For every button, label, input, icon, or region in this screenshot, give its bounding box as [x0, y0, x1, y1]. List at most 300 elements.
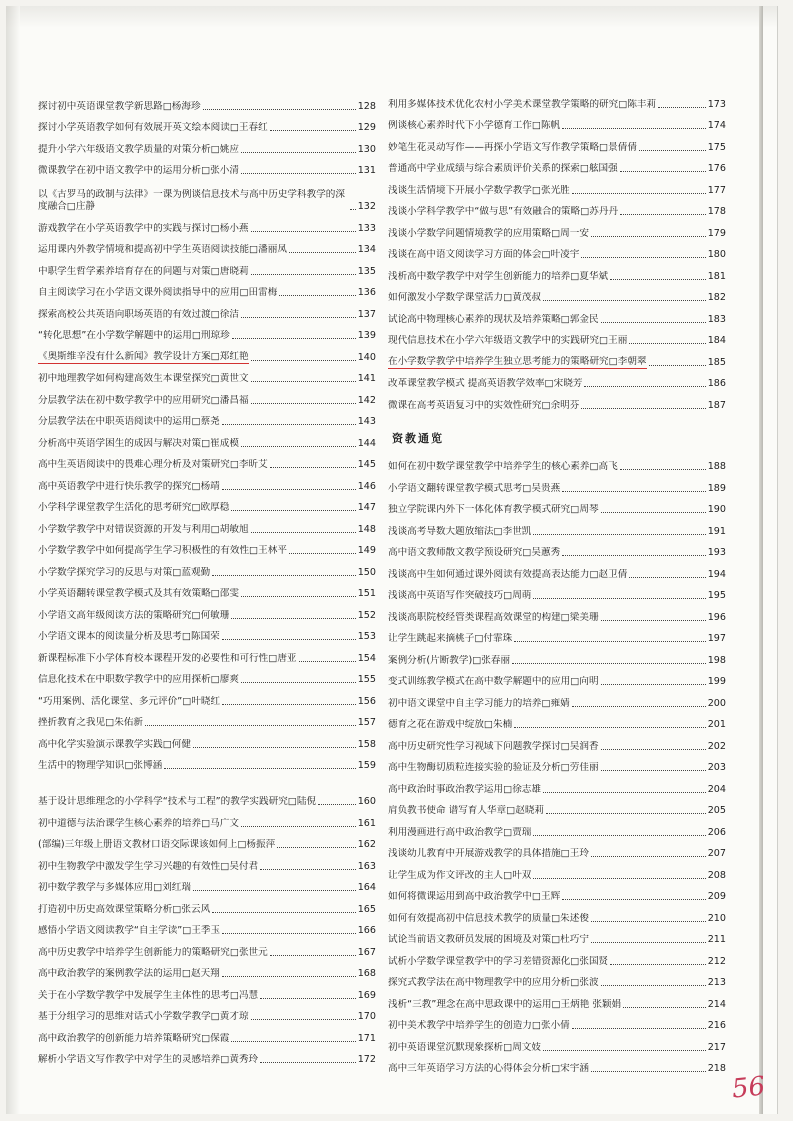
scan-shadow-top — [6, 6, 777, 28]
toc-entry-page: 141 — [357, 373, 376, 384]
leader-dots — [620, 171, 706, 172]
toc-entry-title: 高中历史教学中培养学生创新能力的策略研究□张世元 — [38, 946, 268, 958]
toc-entry — [38, 471, 376, 493]
toc-entry-title: 中职学生哲学素养培育存在的问题与对策□唐晓莉 — [38, 265, 249, 277]
toc-entry-title: 高中生物酶切质粒连接实验的验证及分析□劳佳丽 — [388, 762, 599, 773]
leader-dots — [591, 921, 706, 922]
toc-entry-page: 139 — [357, 330, 376, 341]
toc-entry-page: 178 — [707, 206, 726, 217]
toc-entry-page: 147 — [357, 502, 376, 513]
toc-entry-title: 小学数学教学中对错误资源的开发与利用□胡敏旭 — [38, 523, 249, 535]
leader-dots — [610, 279, 706, 280]
toc-entry-title: 探讨小学英语教学如何有效展开英文绘本阅读□王春红 — [38, 122, 268, 133]
toc-entry-title: 小学英语翻转课堂教学模式及其有效策略□邵雯 — [38, 588, 239, 599]
toc-entry — [388, 774, 726, 796]
leader-dots — [270, 467, 356, 468]
toc-entry — [388, 516, 726, 538]
scan-shadow-left — [6, 6, 20, 1114]
toc-entry-title: 现代信息技术在小学六年级语文教学中的实践研究□王丽 — [388, 335, 628, 346]
leader-dots — [145, 725, 356, 726]
toc-entry-title: 高中政治时事政治教学运用□徐志雄 — [388, 783, 541, 795]
toc-entry-title: 浅谈幼儿教育中开展游戏教学的具体措施□王玲 — [388, 848, 589, 859]
toc-entry-title: 以《古罗马的政制与法律》一课为例谈信息技术与高中历史学科教学的深度融合□庄静 — [38, 189, 345, 212]
toc-entry — [38, 557, 376, 579]
toc-entry — [388, 968, 726, 990]
toc-entry-title: 分析高中英语学困生的成因与解决对策□崔成模 — [38, 437, 239, 449]
leader-dots — [231, 1041, 355, 1042]
leader-dots — [350, 209, 356, 210]
toc-entry — [388, 175, 726, 197]
toc-entry — [388, 688, 726, 710]
leader-dots — [581, 408, 705, 409]
leader-dots — [610, 964, 706, 965]
toc-entry-title: 微课教学在初中语文教学中的运用分析□张小清 — [38, 165, 239, 176]
toc-entry-title: 小学数学探究学习的反思与对策□蓝观勤 — [38, 566, 211, 578]
toc-entry — [38, 686, 376, 708]
leader-dots — [222, 424, 356, 425]
toc-entry-page: 179 — [707, 227, 726, 239]
toc-entry-title: 初中地理教学如何构建高效生本课堂探究□黄世文 — [38, 373, 249, 384]
leader-dots — [222, 489, 356, 490]
toc-entry-page: 205 — [707, 805, 726, 816]
leader-dots — [533, 534, 705, 535]
toc-entry — [388, 473, 726, 495]
toc-entry-page: 152 — [357, 609, 376, 621]
toc-entry-page: 190 — [707, 504, 726, 515]
toc-entry-title: 小学科学课堂教学生活化的思考研究□欧厚稳 — [38, 502, 230, 513]
toc-entry — [38, 256, 376, 278]
leader-dots — [601, 749, 706, 750]
toc-entry — [38, 579, 376, 601]
toc-entry-page: 153 — [357, 631, 376, 642]
leader-dots — [572, 193, 706, 194]
toc-entry-title: 分层教学法在中职英语阅读中的运用□蔡尧 — [38, 416, 220, 427]
toc-entry-page: 210 — [707, 912, 726, 924]
toc-entry-title: 基于设计思维理念的小学科学“技术与工程”的教学实践研究□陆倪 — [38, 796, 317, 807]
toc-entry — [38, 708, 376, 730]
toc-entry-page: 137 — [357, 308, 376, 320]
toc-entry-title: 普通高中学业成绩与综合素质评价关系的探索□舷国强 — [388, 163, 618, 174]
leader-dots — [543, 792, 706, 793]
toc-entry — [38, 536, 376, 558]
toc-entry-title: 高中政治教学的案例教学法的运用□赵天翔 — [38, 968, 220, 979]
leader-dots — [232, 338, 356, 339]
toc-entry-title: 小学语文课本的阅读量分析及思考□陈国荣 — [38, 631, 220, 642]
toc-entry-title: 微课在高考英语复习中的实效性研究□余明芬 — [388, 399, 580, 411]
toc-entry-page: 171 — [357, 1032, 376, 1044]
toc-entry-title: 解析小学语文写作教学中对学生的灵感培养□黄秀玲 — [38, 1054, 259, 1065]
toc-entry-page: 218 — [707, 1063, 726, 1074]
toc-entry-title: 浅谈高中英语写作突破技巧□周萌 — [388, 590, 532, 601]
toc-entry — [388, 154, 726, 176]
toc-entry-title: 探究式教学法在高中物理教学中的应用分析□张波 — [388, 977, 599, 988]
leader-dots — [318, 804, 356, 805]
leader-dots — [277, 847, 355, 848]
leader-dots — [543, 1050, 706, 1051]
toc-entry-page: 188 — [707, 461, 726, 472]
toc-entry — [388, 796, 726, 818]
leader-dots — [193, 890, 356, 891]
leader-dots — [251, 532, 356, 533]
toc-entry — [388, 283, 726, 305]
toc-entry — [388, 240, 726, 262]
toc-entry-page: 150 — [357, 566, 376, 578]
toc-entry — [38, 364, 376, 386]
toc-entry — [38, 91, 376, 113]
leader-dots — [251, 403, 356, 404]
toc-entry — [388, 602, 726, 624]
leader-dots — [212, 575, 356, 576]
toc-entry-page: 133 — [357, 222, 376, 234]
toc-entry-title: 高中化学实验演示课教学实践□何健 — [38, 738, 191, 750]
toc-entry — [38, 278, 376, 300]
toc-entry — [38, 622, 376, 644]
toc-entry-page: 161 — [357, 817, 376, 829]
leader-dots — [514, 641, 705, 642]
toc-entry-page: 163 — [357, 860, 376, 872]
toc-entry-page: 209 — [707, 891, 726, 902]
leader-dots — [629, 343, 705, 344]
toc-entry — [388, 989, 726, 1011]
toc-entry-title: 浅析“三教”理念在高中思政课中的运用□王炳艳 张颖娟 — [388, 998, 622, 1010]
leader-dots — [658, 107, 706, 108]
toc-entry-page: 187 — [707, 399, 726, 411]
toc-entry-page: 131 — [357, 165, 376, 176]
toc-entry — [388, 111, 726, 133]
toc-entry-title: 试论当前语文教研员发展的困境及对策□杜巧宁 — [388, 934, 589, 945]
toc-entry — [388, 753, 726, 775]
toc-entry-page: 168 — [357, 968, 376, 979]
leader-dots — [620, 469, 706, 470]
toc-entry — [388, 495, 726, 517]
toc-entry — [38, 894, 376, 916]
toc-entry-title: 生活中的物理学知识□张博涵 — [38, 760, 163, 771]
toc-entry — [38, 1002, 376, 1024]
toc-entry — [38, 235, 376, 257]
toc-entry-title: 小学语文高年级阅读方法的策略研究□何敏珊 — [38, 609, 230, 621]
toc-entry — [388, 326, 726, 348]
toc-entry-page: 169 — [357, 989, 376, 1001]
leader-dots — [279, 295, 355, 296]
toc-entry-page: 174 — [707, 120, 726, 131]
toc-entry-page: 194 — [707, 568, 726, 580]
toc-entry-page: 198 — [707, 654, 726, 666]
toc-entry-title: 挫折教育之我见□朱佑新 — [38, 717, 144, 728]
toc-entry-title: 自主阅读学习在小学语文课外阅读指导中的应用□田雷梅 — [38, 287, 278, 298]
leader-dots — [251, 381, 356, 382]
leader-dots — [601, 985, 706, 986]
toc-entry-page: 144 — [357, 437, 376, 449]
toc-section-list — [388, 452, 726, 1076]
leader-dots — [260, 998, 356, 999]
leader-dots — [601, 770, 706, 771]
toc-entry-title: 打造初中历史高效课堂策略分析□张云风 — [38, 903, 211, 915]
toc-entry-page: 145 — [357, 459, 376, 470]
leader-dots — [562, 899, 706, 900]
toc-entry — [388, 882, 726, 904]
toc-entry — [38, 156, 376, 178]
leader-dots — [222, 933, 356, 934]
toc-entry — [388, 261, 726, 283]
toc-entry-page: 155 — [357, 674, 376, 685]
toc-entry-page: 196 — [707, 611, 726, 623]
toc-entry — [388, 667, 726, 689]
leader-dots — [623, 1007, 706, 1008]
toc-entry-page: 151 — [357, 588, 376, 599]
leader-dots — [514, 727, 705, 728]
toc-entry-title: 高中历史研究性学习视域下问题教学探讨□吴润香 — [388, 740, 599, 752]
toc-entry-page: 197 — [707, 633, 726, 644]
toc-entry — [38, 937, 376, 959]
leader-dots — [222, 639, 356, 640]
toc-entry-page: 202 — [707, 740, 726, 752]
toc-entry-title: 独立学院课内外下一体化体育教学模式研究□周琴 — [388, 504, 599, 515]
toc-entry — [38, 514, 376, 536]
leader-dots — [533, 878, 705, 879]
toc-entry — [38, 808, 376, 830]
toc-entry-page: 200 — [707, 697, 726, 709]
toc-entry-title: (部编)三年级上册语文教材口语交际课该如何上□杨振萍 — [38, 839, 276, 850]
toc-entry-page: 136 — [357, 287, 376, 298]
toc-entry-title: 案例分析(片断教学)□张春丽 — [388, 654, 511, 666]
leader-dots — [533, 835, 705, 836]
toc-entry-page: 184 — [707, 335, 726, 346]
toc-entry-page: 180 — [707, 249, 726, 260]
leader-dots — [231, 510, 355, 511]
toc-entry-title: 关于在小学数学教学中发展学生主体性的思考□冯慧 — [38, 989, 259, 1001]
toc-entry-page: 132 — [357, 201, 376, 212]
toc-entry — [38, 916, 376, 938]
leader-dots — [591, 1071, 706, 1072]
leader-dots — [260, 1062, 356, 1063]
toc-entry-title: 初中数学教学与多媒体应用□刘红瑞 — [38, 882, 191, 893]
toc-entry-page: 216 — [707, 1020, 726, 1031]
toc-entry — [388, 390, 726, 412]
toc-entry-title: 浅析高中数学教学中对学生创新能力的培养□夏华斌 — [388, 270, 609, 282]
toc-entry-page: 167 — [357, 946, 376, 958]
toc-entry — [38, 729, 376, 751]
leader-dots — [289, 553, 356, 554]
toc-entry — [38, 428, 376, 450]
leader-dots — [591, 236, 706, 237]
toc-entry — [38, 213, 376, 235]
leader-dots — [562, 128, 706, 129]
toc-entry-page: 217 — [707, 1041, 726, 1053]
toc-entry — [388, 132, 726, 154]
leader-dots — [251, 360, 356, 361]
toc-entry — [388, 369, 726, 391]
toc-entry — [388, 197, 726, 219]
leader-dots — [533, 598, 705, 599]
toc-entry-page: 159 — [357, 760, 376, 771]
toc-entry-page: 195 — [707, 590, 726, 601]
toc-entry — [388, 860, 726, 882]
toc-entry-page: 172 — [357, 1054, 376, 1065]
toc-entry-page: 177 — [707, 184, 726, 196]
toc-entry — [38, 772, 376, 808]
toc-entry — [38, 830, 376, 852]
toc-entry — [38, 851, 376, 873]
toc-entry-title: 浅谈小学科学教学中“做与思”有效融合的策略□苏丹丹 — [388, 206, 619, 217]
toc-entry-page: 154 — [357, 652, 376, 664]
toc-entry-page: 170 — [357, 1011, 376, 1022]
toc-entry — [38, 643, 376, 665]
leader-dots — [629, 577, 705, 578]
leader-dots — [562, 555, 706, 556]
toc-entry — [388, 839, 726, 861]
toc-entry — [38, 1023, 376, 1045]
leader-dots — [639, 150, 706, 151]
leader-dots — [241, 173, 356, 174]
leader-dots — [581, 257, 705, 258]
toc-entry-title: 利用多媒体技术优化农村小学美术课堂教学策略的研究□陈丰莉 — [388, 98, 657, 110]
toc-entry-title: 如何激发小学数学课堂活力□黄茂叔 — [388, 292, 541, 303]
toc-entry-title: 提升小学六年级语文教学质量的对策分析□姚应 — [38, 143, 239, 155]
leader-dots — [299, 661, 356, 662]
toc-entry-title: 基于分组学习的思维对话式小学数学教学□黄才琼 — [38, 1011, 249, 1022]
toc-entry-page: 149 — [357, 545, 376, 556]
toc-entry-page: 193 — [707, 547, 726, 558]
toc-entry-title: 游戏教学在小学英语教学中的实践与探讨□杨小燕 — [38, 222, 249, 234]
leader-dots — [543, 300, 706, 301]
toc-entry-title: 浅谈在高中语文阅读学习方面的体会□叶凌宇 — [388, 249, 580, 260]
toc-entry-title: 感悟小学语文阅读教学“自主学读”□王季玉 — [38, 925, 221, 936]
toc-entry — [388, 710, 726, 732]
leader-dots — [251, 231, 356, 232]
toc-entry-title: 新课程标准下小学体育校本课程开发的必要性和可行性□唐亚 — [38, 652, 297, 664]
toc-entry-title: 初中英语课堂沉默现象探析□周文妓 — [388, 1041, 541, 1053]
toc-entry-title: 变式训练教学模式在高中数学解题中的应用□向明 — [388, 676, 599, 687]
toc-entry-title: 高中三年英语学习方法的心得体会分析□宋宇涵 — [388, 1063, 589, 1074]
toc-entry-page: 199 — [707, 676, 726, 687]
toc-entry-page: 181 — [707, 270, 726, 282]
leader-dots — [649, 365, 706, 366]
toc-entry — [38, 299, 376, 321]
toc-entry-page: 189 — [707, 482, 726, 494]
leader-dots — [241, 446, 356, 447]
toc-entry — [38, 177, 376, 213]
toc-entry — [388, 1054, 726, 1076]
leader-dots — [164, 768, 355, 769]
leader-dots — [601, 512, 706, 513]
toc-entry — [38, 980, 376, 1002]
toc-entry — [38, 134, 376, 156]
toc-entry — [388, 731, 726, 753]
toc-entry-title: 利用漫画进行高中政治教学□贾瑞 — [388, 826, 532, 838]
toc-entry-title: 浅谈生活情境下开展小学数学教学□张光胜 — [388, 184, 570, 196]
leader-dots — [620, 214, 706, 215]
toc-entry — [388, 645, 726, 667]
toc-entry-title: 分层教学法在初中数学教学中的应用研究□潘昌福 — [38, 394, 249, 406]
toc-entry — [38, 385, 376, 407]
toc-entry-title: 试析小学数学课堂教学中的学习差错资源化□张国贤 — [388, 955, 609, 967]
leader-dots — [572, 706, 706, 707]
toc-entry-page: 143 — [357, 416, 376, 427]
toc-entry — [38, 342, 376, 364]
toc-entry-title: 探索高校公共英语向职场英语的有效过渡□徐洁 — [38, 308, 239, 320]
toc-entry-page: 148 — [357, 523, 376, 535]
toc-entry-page: 214 — [707, 998, 726, 1010]
toc-entry-page: 191 — [707, 525, 726, 537]
toc-entry — [388, 559, 726, 581]
leader-dots — [591, 856, 706, 857]
toc-entry — [388, 452, 726, 474]
toc-entry-title: 如何将微课运用到高中政治教学中□王辉 — [388, 891, 561, 902]
toc-entry-title: 信息化技术在中职数学教学中的应用探析□廖爽 — [38, 674, 239, 685]
leader-dots — [203, 109, 356, 110]
toc-entry-title: 探讨初中英语课堂教学新思路□杨海珍 — [38, 100, 201, 112]
toc-right-column — [388, 89, 726, 1075]
handwritten-page-number: 56 — [730, 1071, 767, 1105]
toc-entry — [38, 493, 376, 515]
toc-entry-page: 175 — [707, 141, 726, 153]
toc-entry-page: 208 — [707, 869, 726, 881]
toc-entry-title: 初中道德与法治课学生核心素养的培养□马广文 — [38, 817, 239, 829]
toc-entry-page: 207 — [707, 848, 726, 859]
leader-dots — [601, 684, 706, 685]
toc-entry-page: 142 — [357, 394, 376, 406]
toc-entry-page: 129 — [357, 122, 376, 133]
leader-dots — [289, 252, 356, 253]
toc-entry — [38, 321, 376, 343]
toc-entry — [388, 581, 726, 603]
toc-entry — [388, 538, 726, 560]
toc-entry-title: 高中政治教学的创新能力培养策略研究□保霞 — [38, 1032, 230, 1044]
toc-entry-title: 在小学数学教学中培养学生独立思考能力的策略研究□李朝翠 — [388, 355, 647, 367]
toc-entry-page: 134 — [357, 244, 376, 255]
toc-entry — [388, 1011, 726, 1033]
toc-entry-title: 改革课堂教学模式 提高英语教学效率□宋晓芳 — [388, 378, 583, 389]
toc-entry — [38, 450, 376, 472]
leader-dots — [222, 976, 356, 977]
toc-entry-page: 176 — [707, 163, 726, 174]
toc-entry — [38, 407, 376, 429]
toc-entry — [38, 751, 376, 773]
toc-entry-title: 小学数学教学中如何提高学生学习积极性的有效性□王林平 — [38, 545, 287, 556]
toc-entry-page: 135 — [357, 265, 376, 277]
toc-entry-title: 浅谈高中生如何通过课外阅读有效提高表达能力□赵卫倩 — [388, 568, 628, 580]
leader-dots — [193, 747, 356, 748]
toc-entry-title: 高中语文教师散文教学预设研究□吴蕙秀 — [388, 547, 561, 558]
toc-entry-page: 201 — [707, 719, 726, 730]
toc-entry-page: 156 — [357, 695, 376, 707]
toc-entry-title: 高中生英语阅读中的畏难心理分析及对策研究□李昕艾 — [38, 459, 268, 470]
toc-left-column — [38, 91, 376, 1066]
toc-entry — [38, 959, 376, 981]
toc-entry-page: 212 — [707, 955, 726, 967]
toc-entry-title: 妙笔生花灵动写作——再探小学语文写作教学策略□景倩倩 — [388, 141, 637, 153]
leader-dots — [251, 1019, 356, 1020]
toc-entry — [38, 600, 376, 622]
toc-entry — [388, 817, 726, 839]
toc-entry-page: 157 — [357, 717, 376, 728]
toc-entry-title: 让学生成为作文评改的主人□叶双 — [388, 869, 532, 881]
toc-entry — [388, 925, 726, 947]
toc-entry-title: 浅谈高职院校经管类课程高效课堂的构建□梁美珊 — [388, 611, 599, 623]
leader-dots — [601, 620, 706, 621]
toc-entry-page: 182 — [707, 292, 726, 303]
leader-dots — [260, 869, 356, 870]
toc-entry-page: 146 — [357, 480, 376, 492]
toc-entry — [388, 218, 726, 240]
leader-dots — [562, 491, 706, 492]
toc-entry-title: 让学生跳起来摘桃子□付霏珠 — [388, 633, 513, 644]
leader-dots — [231, 618, 355, 619]
toc-entry-page: 165 — [357, 903, 376, 915]
leader-dots — [251, 274, 356, 275]
toc-entry — [38, 1045, 376, 1067]
section-title: 资教通览 — [392, 431, 444, 445]
